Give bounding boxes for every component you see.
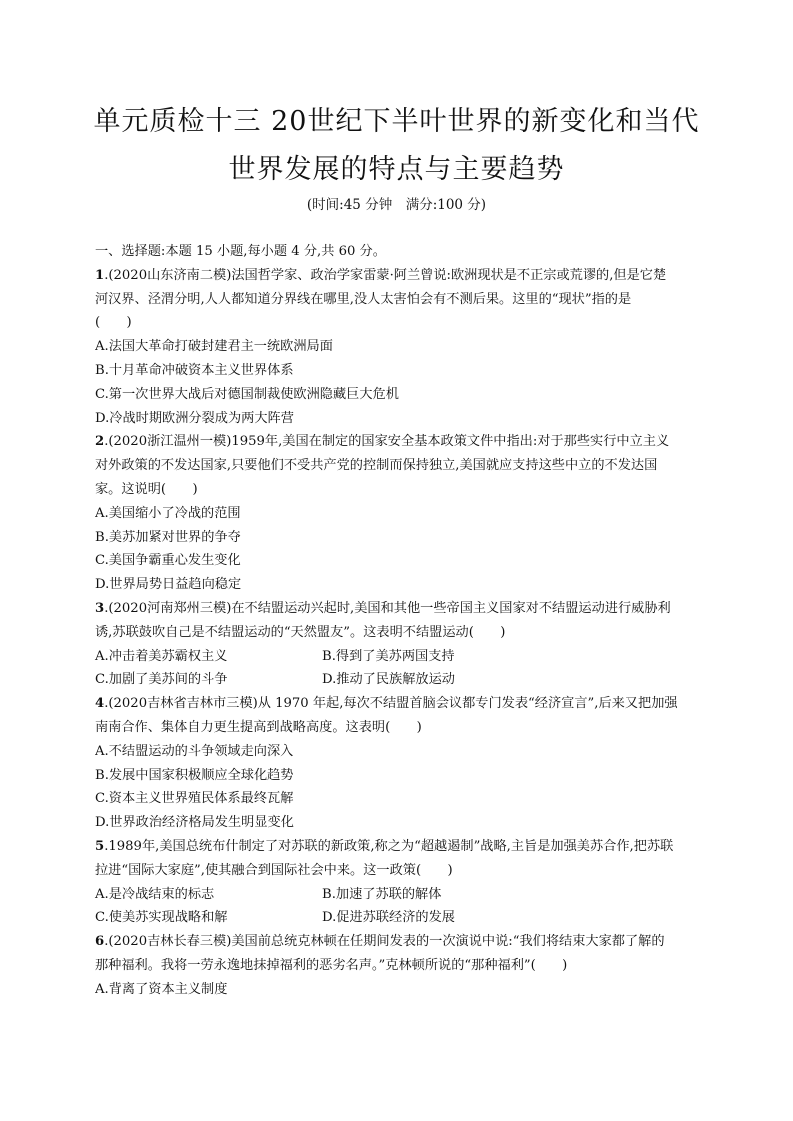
option-c[interactable]: C.资本主义世界殖民体系最终瓦解 [95,791,294,807]
option-c[interactable]: C.美国争霸重心发生变化 [95,553,241,569]
question-number: 2 [95,434,105,450]
question-6 [95,930,707,1001]
time-score-subtitle: (时间:45 分钟 满分:100 分) [306,197,487,213]
option-row [95,906,707,930]
option-row [95,883,707,907]
option-row [95,645,707,669]
option-a[interactable]: A.美国缩小了冷战的范围 [95,505,241,521]
option-d[interactable]: D.世界政治经济格局发生明显变化 [95,815,294,831]
option-b[interactable]: B.得到了美苏两国支持 [322,648,455,664]
option-row [95,668,707,692]
question-number: 5 [95,838,105,854]
question-stem-line: 4.(2020吉林省吉林市三模)从 1970 年起,每次不结盟首脑会议都专门发表“经济宣言”,后来又把加强 [95,696,678,712]
question-stem-line: 河汉界、泾渭分明,人人都知道分界线在哪里,没人太害怕会有不测后果。这里的“现状”指的是 [95,291,632,307]
option-a[interactable]: A.是冷战结束的标志 [95,886,215,902]
page-title-line1: 单元质检十三 20世纪下半叶世界的新变化和当代 [93,106,700,137]
question-stem-line: ( ) [95,315,132,331]
option-a[interactable]: A.不结盟运动的斗争领域走向深入 [95,743,294,759]
option-a[interactable]: A.法国大革命打破封建君主一统欧洲局面 [95,339,333,355]
question-5 [95,835,707,930]
option-b[interactable]: B.十月革命冲破资本主义世界体系 [95,362,294,378]
question-number: 1 [95,267,105,283]
question-stem-line: 对外政策的不发达国家,只要他们不受共产党的控制而保持独立,美国就应支持这些中立的不发达国 [95,458,658,474]
option-d[interactable]: D.推动了民族解放运动 [322,672,455,688]
question-stem-line: 1.(2020山东济南二模)法国哲学家、政治学家雷蒙·阿兰曾说:欧洲现状是不正宗或荒谬的,但是它楚 [95,267,667,283]
question-3 [95,597,707,692]
question-2 [95,430,707,597]
option-d[interactable]: D.促进苏联经济的发展 [322,910,455,926]
option-b[interactable]: B.美苏加紧对世界的争夺 [95,529,241,545]
option-a[interactable]: A.背离了资本主义制度 [95,981,228,997]
option-b[interactable]: B.发展中国家积极顺应全球化趋势 [95,767,294,783]
question-stem-line: 2.(2020浙江温州一模)1959年,美国在制定的国家安全基本政策文件中指出:对于那些实行中立主义 [95,434,670,450]
question-stem-line: 诱,苏联鼓吹自己是不结盟运动的“天然盟友”。这表明不结盟运动( ) [95,624,506,640]
option-b[interactable]: B.加速了苏联的解体 [322,886,442,902]
question-number: 6 [95,934,105,950]
page-title-line2: 世界发展的特点与主要趋势 [228,154,565,185]
question-number: 3 [95,600,105,616]
option-d[interactable]: D.世界局势日益趋向稳定 [95,577,242,593]
option-c[interactable]: C.加剧了美苏间的斗争 [95,672,228,688]
question-1 [95,264,707,431]
question-stem-line: 5.1989年,美国总统布什制定了对苏联的新政策,称之为“超越遏制”战略,主旨是加强美苏合作,把苏联 [95,838,674,854]
option-c[interactable]: C.第一次世界大战后对德国制裁使欧洲隐藏巨大危机 [95,386,399,402]
question-number: 4 [95,696,105,712]
question-stem-line: 那种福利。我将一劳永逸地抹掉福利的恶劣名声。”克林顿所说的“那种福利”( ) [95,957,568,973]
section-heading: 一、选择题:本题 15 小题,每小题 4 分,共 60 分。 [95,244,386,259]
option-c[interactable]: C.使美苏实现战略和解 [95,910,228,926]
question-stem-line: 家。这说明( ) [95,481,198,497]
question-stem-line: 南南合作、集体自力更生提高到战略高度。这表明( ) [95,719,422,735]
question-stem-line: 6.(2020吉林长春三模)美国前总统克林顿在任期间发表的一次演说中说:“我们将结束大家都了解的 [95,934,665,950]
question-4 [95,692,707,835]
option-a[interactable]: A.冲击着美苏霸权主义 [95,648,228,664]
question-stem-line: 拉进“国际大家庭”,使其融合到国际社会中来。这一政策( ) [95,862,453,878]
question-stem-line: 3.(2020河南郑州三模)在不结盟运动兴起时,美国和其他一些帝国主义国家对不结盟运动进行威胁利 [95,600,671,616]
option-d[interactable]: D.冷战时期欧洲分裂成为两大阵营 [95,410,294,426]
exam-content [95,240,707,1002]
